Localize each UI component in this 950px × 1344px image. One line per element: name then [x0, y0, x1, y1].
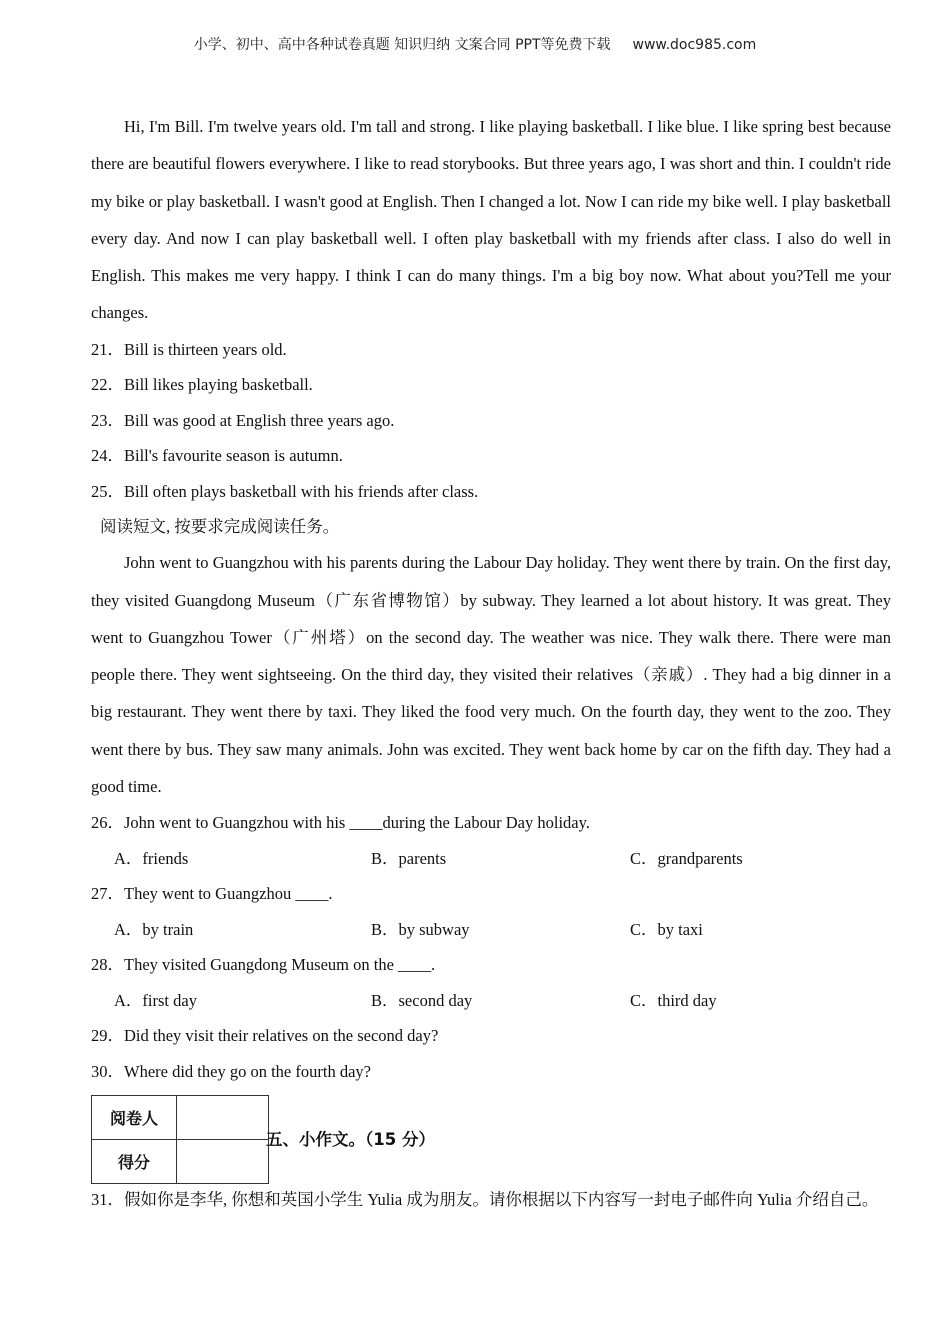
exam-content: [91, 108, 891, 1219]
open-questions: [91, 1018, 891, 1089]
question-27-options: [91, 912, 891, 948]
option-c[interactable]: C．by taxi: [630, 919, 703, 939]
option-a[interactable]: A．friends: [114, 848, 189, 868]
option-c[interactable]: C．third day: [630, 990, 717, 1010]
section-title: 五、小作文。（15 分）: [266, 1130, 435, 1150]
reviewer-label: 阅卷人: [92, 1096, 177, 1140]
option-b[interactable]: B．parents: [371, 848, 447, 868]
option-b[interactable]: B．by subway: [371, 919, 470, 939]
question-25: 25．Bill often plays basketball with his friends after class.: [91, 481, 479, 501]
multiple-choice-questions: [91, 805, 891, 1018]
score-box: [91, 1095, 269, 1184]
question-26-options: [91, 841, 891, 877]
question-28-options: [91, 983, 891, 1019]
question-24: 24．Bill's favourite season is autumn.: [91, 446, 343, 466]
question-21: 21．Bill is thirteen years old.: [91, 339, 287, 359]
passage-bill: Hi, I'm Bill. I'm twelve years old. I'm tall and strong. I like playing basketball. I like blue. I like spring best because there are beautiful flowers everywhere. I like to read storybooks. But three years ago, I was short and thin. I couldn't ride my bike or play basketball. I wasn't good at English. Then I changed a lot. Now I can ride my bike well. I play basketball every day. And now I can play basketball well. I often play basketball with my friends after class. I also do well in English. This makes me very happy. I think I can do many things. I'm a big boy now. What about you?Tell me your changes.: [91, 117, 891, 323]
score-label: 得分: [92, 1140, 177, 1184]
true-false-questions: [91, 332, 891, 510]
option-b[interactable]: B．second day: [371, 990, 473, 1010]
header-text: 小学、初中、高中各种试卷真题 知识归纳 文案合同 PPT等免费下载: [193, 37, 611, 53]
option-c[interactable]: C．grandparents: [630, 848, 743, 868]
header-url[interactable]: www.doc985.com: [632, 37, 757, 53]
reading-instruction: 阅读短文, 按要求完成阅读任务。: [100, 517, 340, 537]
page-header: [0, 34, 950, 54]
question-29: 29．Did they visit their relatives on the second day?: [91, 1026, 439, 1046]
question-28: 28．They visited Guangdong Museum on the ____.: [91, 955, 436, 975]
writing-task: 31．假如你是李华, 你想和英国小学生 Yulia 成为朋友。请你根据以下内容写一封电子邮件向 Yulia 介绍自己。: [91, 1190, 879, 1210]
score-field[interactable]: [177, 1140, 269, 1184]
question-27: 27．They went to Guangzhou ____.: [91, 884, 333, 904]
question-26: 26．John went to Guangzhou with his ____during the Labour Day holiday.: [91, 813, 590, 833]
section-five-header: [91, 1095, 891, 1181]
question-23: 23．Bill was good at English three years ago.: [91, 410, 395, 430]
passage-john: John went to Guangzhou with his parents during the Labour Day holiday. They went there by train. On the first day, they visited Guangdong Museum（广东省博物馆）by subway. They learned a lot about history. It was great. They went to Guangzhou Tower（广州塔）on the second day. The weather was nice. They walk there. There were man people there. They went sightseeing. On the third day, they visited their relatives（亲戚）. They had a big dinner in a big restaurant. They went there by taxi. They liked the food very much. On the fourth day, they went to the zoo. They went there by bus. They saw many animals. John was excited. They went back home by car on the fifth day. They had a good time.: [91, 553, 891, 797]
question-30: 30．Where did they go on the fourth day?: [91, 1061, 371, 1081]
option-a[interactable]: A．by train: [114, 919, 194, 939]
question-22: 22．Bill likes playing basketball.: [91, 375, 313, 395]
option-a[interactable]: A．first day: [114, 990, 197, 1010]
reviewer-field[interactable]: [177, 1096, 269, 1140]
